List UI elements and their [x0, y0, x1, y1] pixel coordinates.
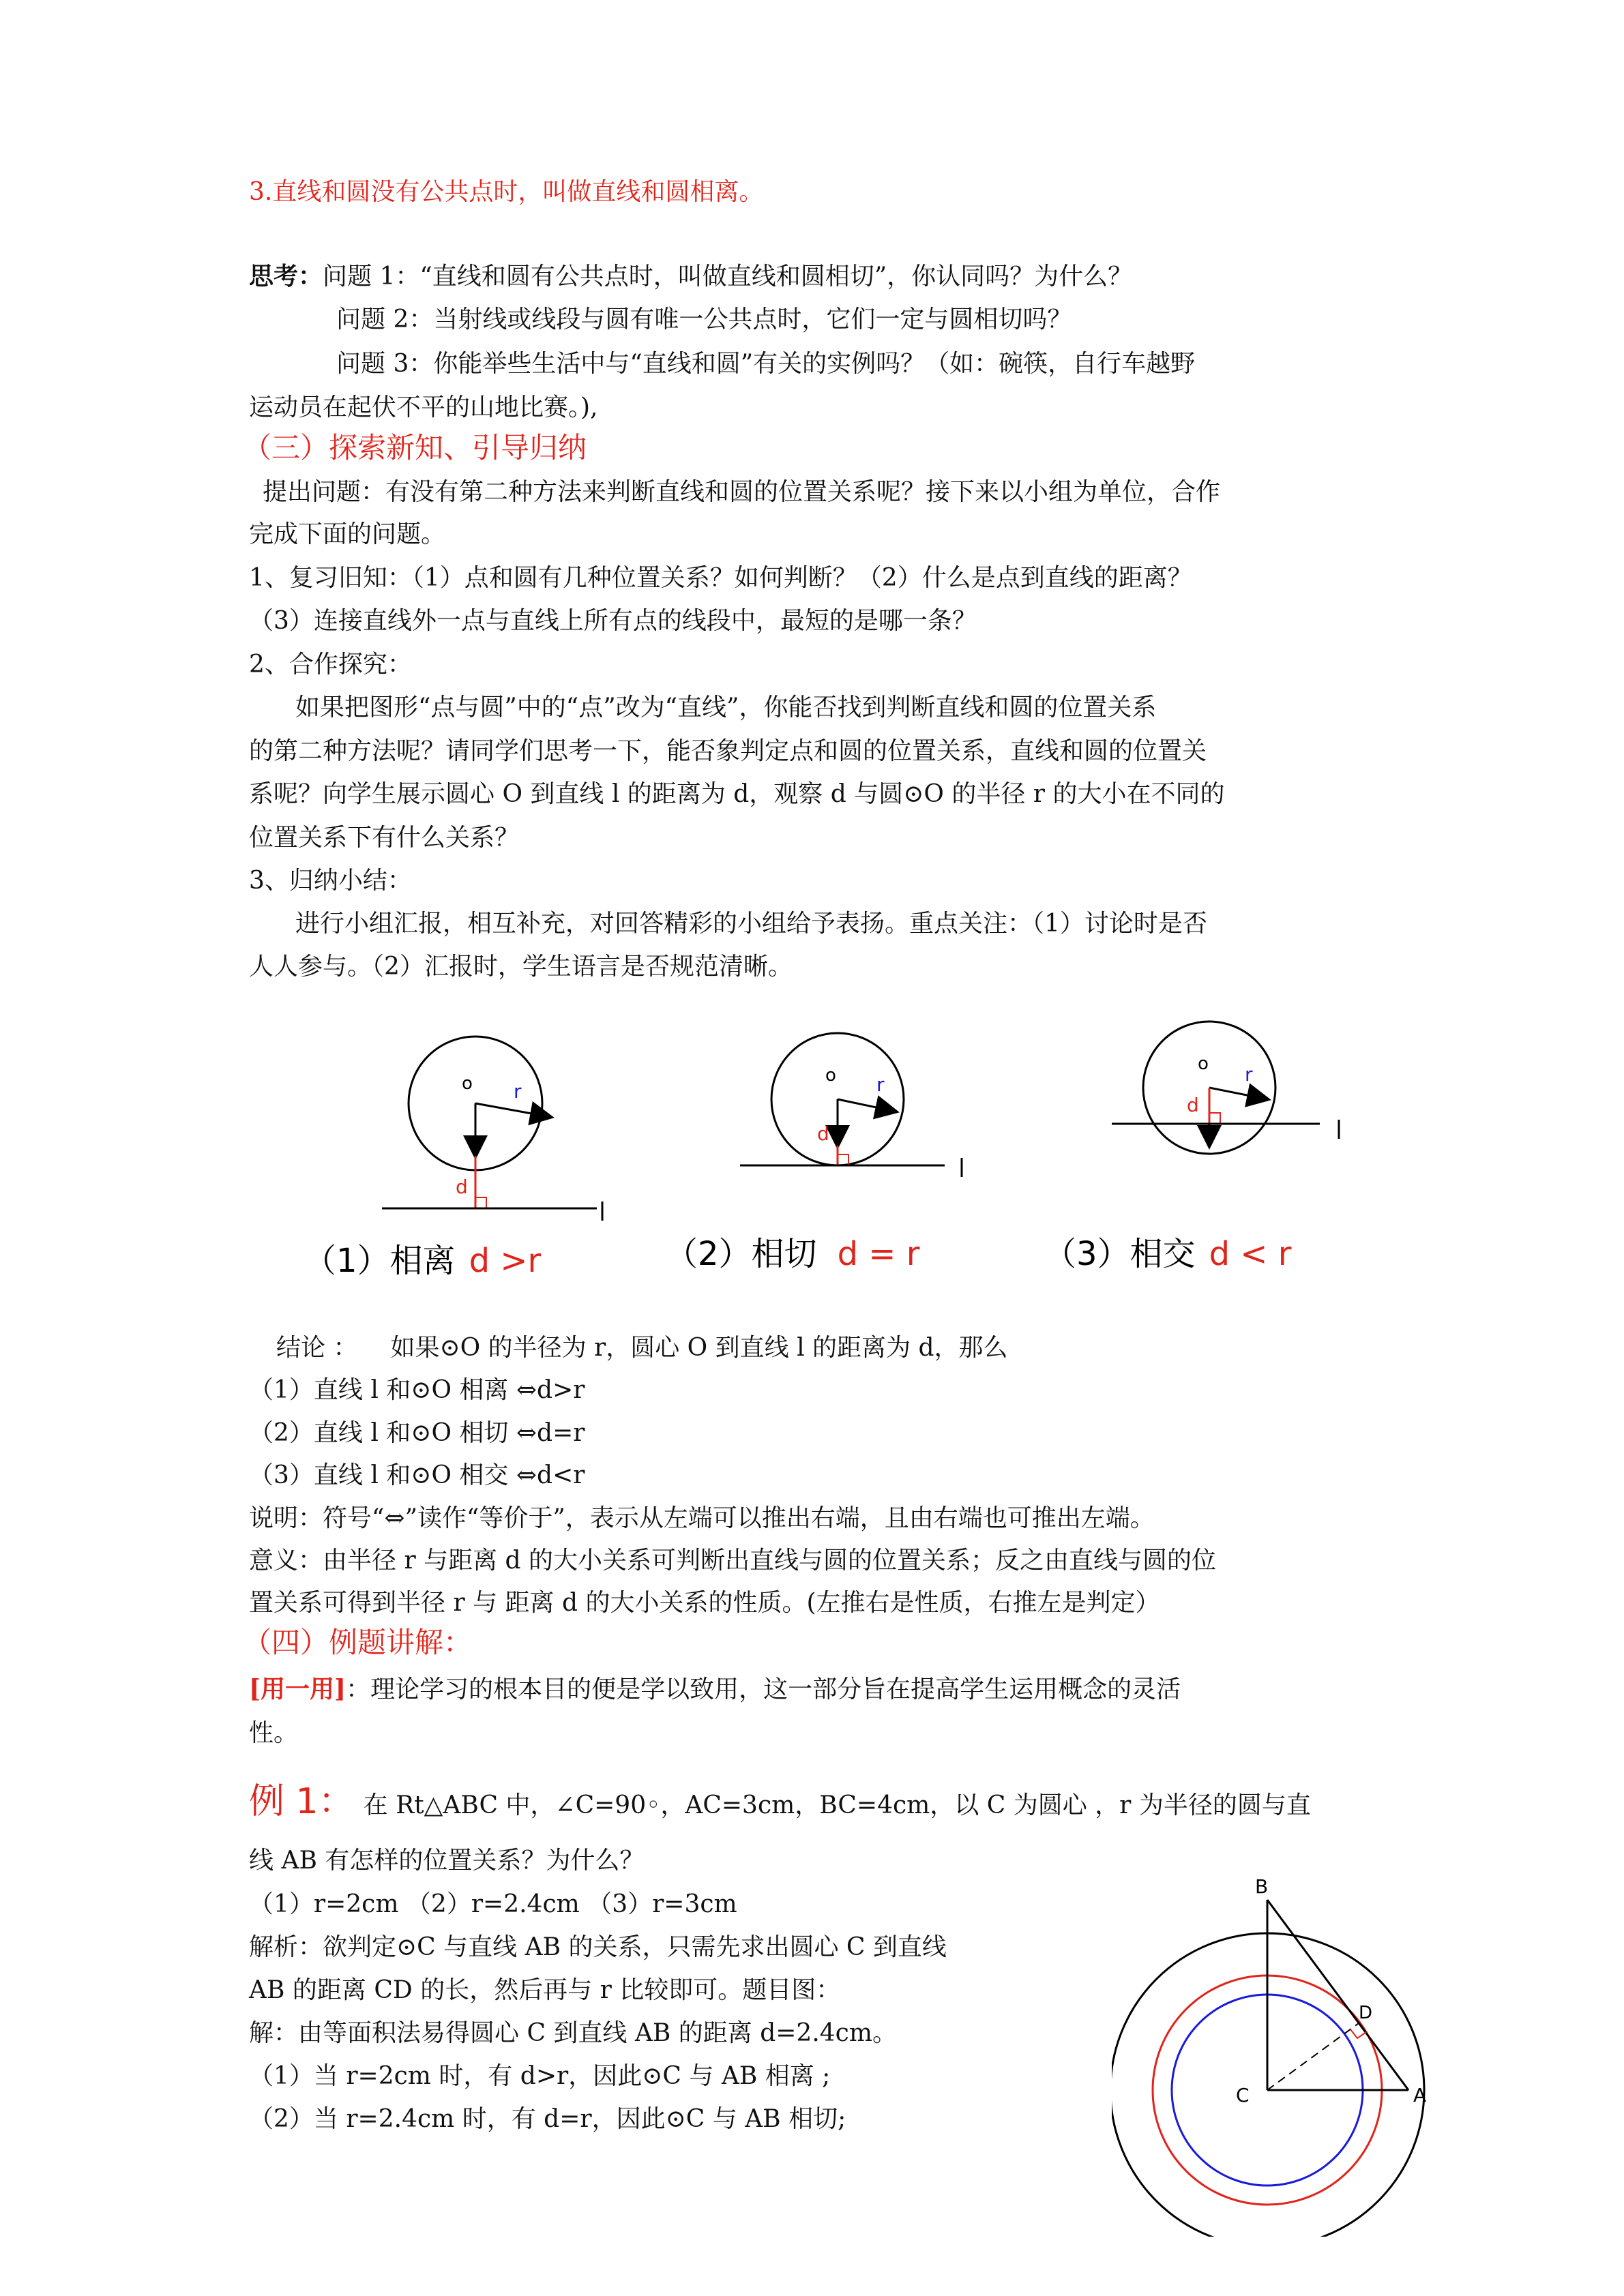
label-c: C	[1236, 2084, 1250, 2106]
radius-2	[838, 1099, 896, 1112]
summary-line-2: 人人参与。（2）汇报时，学生语言是否规范清晰。	[249, 953, 793, 981]
use-line	[249, 1674, 1181, 1705]
diagram2-caption: （2）相切 d = r	[665, 1235, 920, 1273]
section3-p1-a: 提出问题：有没有第二种方法来判断直线和圆的位置关系呢？接下来以小组为单位，合作	[263, 478, 1221, 506]
radius-1	[475, 1103, 550, 1117]
section3-title: （三）探索新知、引导归纳	[243, 431, 587, 464]
solution-case-2: （2）当 r=2.4cm 时，有 d=r，因此⊙C 与 AB 相切;	[249, 2105, 846, 2133]
label-b: B	[1255, 1875, 1269, 1898]
radius-label-1: r	[514, 1080, 522, 1103]
distance-label-2: d	[817, 1122, 829, 1145]
center-label-1: o	[462, 1073, 473, 1094]
summary-title: 3、归纳小结：	[249, 867, 412, 895]
diagram-tangent	[665, 1033, 962, 1273]
example1-line	[249, 1780, 1311, 1828]
solution: 解：由等面积法易得圆心 C 到直线 AB 的距离 d=2.4cm。	[249, 2019, 897, 2047]
think-q2: 问题 2：当射线或线段与圆有唯一公共点时，它们一定与圆相切吗？	[336, 305, 1072, 333]
use-text-a: ：理论学习的根本目的便是学以致用，这一部分旨在提高学生运用概念的灵活	[346, 1675, 1181, 1703]
symbol-note: 说明：符号“⇔”读作“等价于”，表示从左端可以推出右端，且由右端也可推出左端。	[249, 1504, 1155, 1532]
center-label-2: o	[825, 1065, 836, 1086]
conclusion-text: 如果⊙O 的半径为 r，圆心 O 到直线 l 的距离为 d，那么	[390, 1334, 1008, 1362]
summary-line-1: 进行小组汇报，相互补充，对回答精彩的小组给予表扬。重点关注：（1）讨论时是否	[295, 910, 1207, 938]
line-circle-diagrams	[286, 1009, 1405, 1309]
conclusion-line	[276, 1333, 1008, 1363]
analysis-a: 解析：欲判定⊙C 与直线 AB 的关系，只需先求出圆心 C 到直线	[249, 1933, 947, 1961]
diagram-intersect	[1044, 1022, 1339, 1273]
section3-p1-b: 完成下面的问题。	[249, 520, 446, 548]
example1-text-a: 在 Rt△ABC 中，∠C=90◦，AC=3cm，BC=4cm，以 C 为圆心 ，r 为半径的圆与直	[363, 1791, 1311, 1819]
coop-line-4: 位置关系下有什么关系？	[249, 824, 520, 852]
distance-label-3: d	[1187, 1094, 1199, 1116]
section4-title: （四）例题讲解：	[243, 1626, 473, 1659]
diagram3-caption: （3）相交 d < r	[1044, 1235, 1292, 1273]
think-q3-a: 问题 3：你能举些生活中与“直线和圆”有关的实例吗？（如：碗筷，自行车越野	[336, 350, 1196, 378]
radius-label-3: r	[1245, 1063, 1253, 1086]
label-d: D	[1359, 2003, 1373, 2023]
label-a: A	[1413, 2084, 1427, 2106]
conclusion-case-2: （2）直线 l 和⊙O 相切 ⇔d=r	[249, 1419, 585, 1447]
diagram-separate	[304, 1037, 602, 1280]
meaning-a: 意义：由半径 r 与距离 d 的大小关系可判断出直线与圆的位置关系；反之由直线与圆的位	[249, 1547, 1217, 1575]
coop-line-1: 如果把图形“点与圆”中的“点”改为“直线”，你能否找到判断直线和圆的位置关系	[295, 694, 1157, 721]
right-angle-3	[1209, 1113, 1220, 1124]
example1-figure	[1112, 1855, 1446, 2237]
example1-label: 例 1：	[249, 1781, 354, 1822]
think-q3-b: 运动员在起伏不平的山地比赛。),	[249, 393, 598, 421]
conclusion-case-3: （3）直线 l 和⊙O 相交 ⇔d<r	[249, 1461, 585, 1489]
use-text-b: 性。	[249, 1719, 299, 1747]
meaning-b: 置关系可得到半径 r 与 距离 d 的大小关系的性质。(左推右是性质，右推左是判定）	[249, 1589, 1160, 1617]
distance-label-1: d	[456, 1176, 468, 1198]
coop-title: 2、合作探究：	[249, 651, 412, 679]
think-label: 思考：	[249, 262, 323, 290]
review-a: 1、复习旧知：（1）点和圆有几种位置关系？如何判断？（2）什么是点到直线的距离？	[249, 564, 1192, 592]
coop-line-2: 的第二种方法呢？请同学们思考一下，能否象判定点和圆的位置关系，直线和圆的位置关	[249, 737, 1207, 765]
radius-3	[1209, 1088, 1267, 1099]
definition-3: 3.直线和圆没有公共点时，叫做直线和圆相离。	[249, 178, 764, 206]
center-label-3: o	[1198, 1054, 1209, 1074]
example1-text-b: 线 AB 有怎样的位置关系？为什么？	[249, 1847, 645, 1875]
conclusion-label: 结论 ：	[276, 1334, 358, 1362]
segment-cd	[1267, 2023, 1359, 2090]
review-b: （3）连接直线外一点与直线上所有点的线段中，最短的是哪一条？	[249, 607, 977, 635]
think-q1: 问题 1：“直线和圆有公共点时，叫做直线和圆相切”，你认同吗？为什么？	[323, 263, 1133, 290]
example1-cases: （1）r=2cm （2）r=2.4cm （3）r=3cm	[249, 1890, 737, 1918]
conclusion-case-1: （1）直线 l 和⊙O 相离 ⇔d>r	[249, 1376, 585, 1404]
radius-label-2: r	[876, 1073, 885, 1096]
analysis-b: AB 的距离 CD 的长，然后再与 r 比较即可。题目图：	[249, 1976, 841, 2004]
solution-case-1: （1）当 r=2cm 时，有 d>r，因此⊙C 与 AB 相离 ;	[249, 2062, 831, 2090]
diagram1-caption: （1）相离 d >r	[304, 1242, 542, 1280]
use-label: [用一用]	[249, 1675, 346, 1703]
coop-line-3: 系呢？向学生展示圆心 O 到直线 l 的距离为 d，观察 d 与圆⊙O 的半径 r 的大小在不同的	[249, 780, 1225, 808]
think-q1-line	[249, 261, 1132, 292]
right-angle-1	[475, 1197, 486, 1208]
side-ab	[1267, 1900, 1408, 2090]
